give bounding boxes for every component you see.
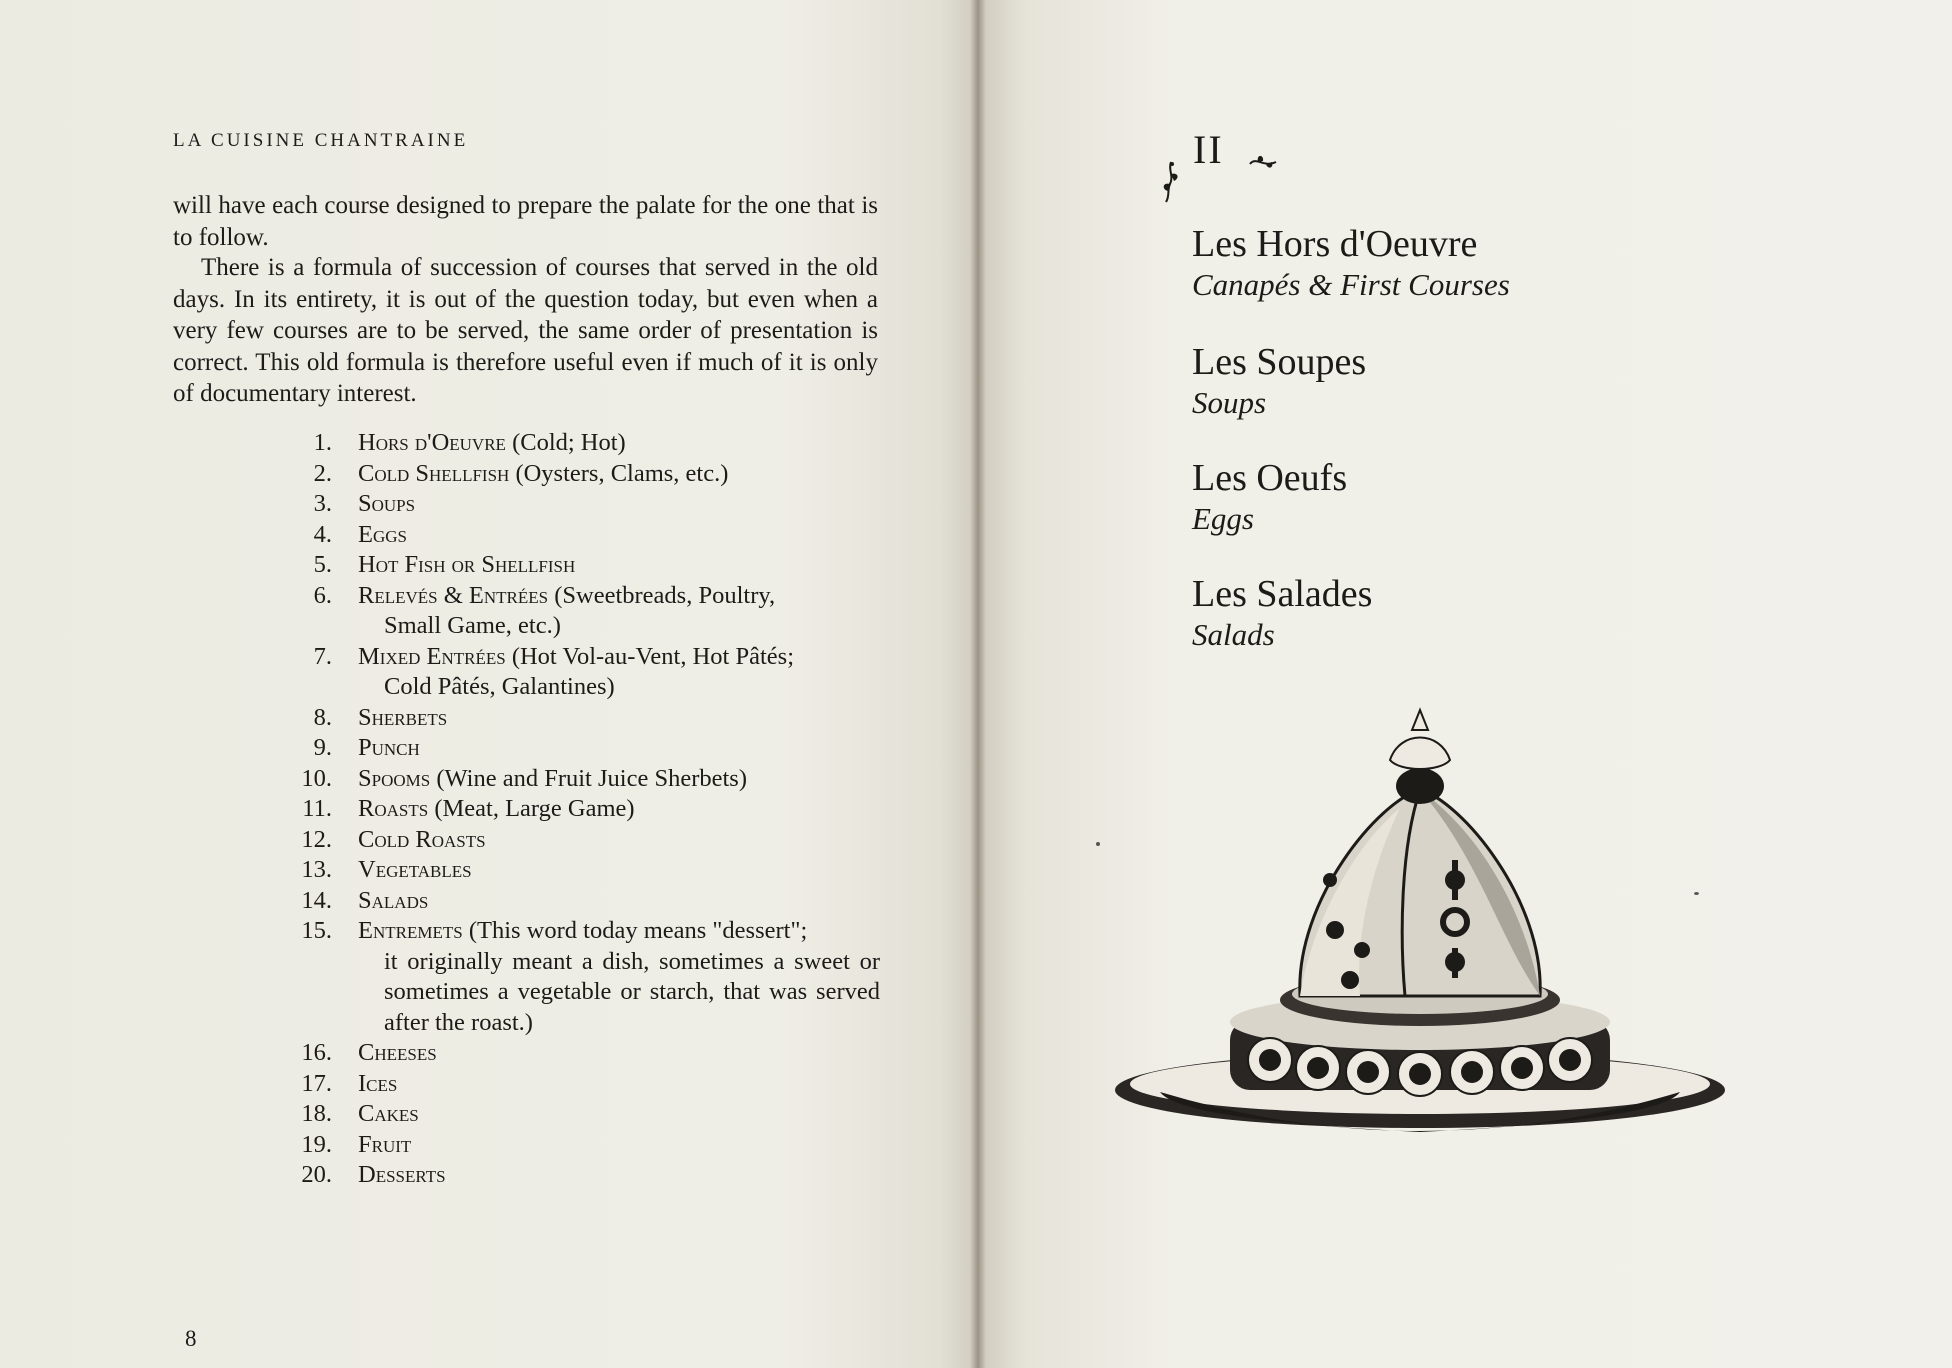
course-item xyxy=(280,794,880,825)
section-salades xyxy=(1192,572,1372,654)
course-name: Mixed Entrées xyxy=(358,642,506,670)
course-number: 13. xyxy=(301,856,332,883)
course-item xyxy=(280,642,880,703)
course-name: Sherbets xyxy=(358,703,448,731)
course-text xyxy=(358,581,880,612)
page-number: 8 xyxy=(185,1326,197,1351)
course-name: Roasts xyxy=(358,795,429,822)
course-detail-continued: it originally meant a dish, sometimes a sweet or sometimes a vegetable or starch, that was served after the roast.) xyxy=(384,947,880,1036)
course-text xyxy=(358,1130,880,1161)
course-item xyxy=(280,916,880,1038)
course-item xyxy=(280,825,880,856)
vine-ornament-icon xyxy=(1248,150,1278,172)
course-detail: (Oysters, Clams, etc.) xyxy=(509,459,729,487)
intro-paragraph-2 xyxy=(173,252,878,410)
course-text xyxy=(358,489,880,520)
course-detail: (Hot Vol-au-Vent, Hot Pâtés; xyxy=(505,642,795,670)
course-item xyxy=(280,764,880,795)
course-name: Soups xyxy=(358,490,416,517)
course-number: 19. xyxy=(301,1130,332,1158)
course-number: 9. xyxy=(313,734,332,761)
course-number: 3. xyxy=(313,490,332,517)
course-number: 7. xyxy=(313,642,332,670)
section-title-english: Soups xyxy=(1192,385,1267,420)
course-detail: (Meat, Large Game) xyxy=(428,795,635,822)
course-text xyxy=(358,550,880,581)
course-number: 12. xyxy=(301,825,332,853)
book-gutter xyxy=(970,0,986,1368)
course-number: 14. xyxy=(301,886,332,914)
running-head: LA CUISINE CHANTRAINE xyxy=(173,130,469,151)
course-name: Hors d'Oeuvre xyxy=(358,429,506,456)
course-detail: (Cold; Hot) xyxy=(505,429,626,456)
course-text xyxy=(358,1099,880,1130)
course-item xyxy=(280,703,880,734)
course-item xyxy=(280,1038,880,1069)
course-item xyxy=(280,886,880,917)
course-text xyxy=(358,520,880,551)
right-page xyxy=(978,0,1952,1368)
course-item xyxy=(280,1099,880,1130)
course-text xyxy=(358,642,880,673)
section-title-english: Eggs xyxy=(1192,501,1254,536)
course-name: Entremets xyxy=(358,917,463,944)
course-number: 1. xyxy=(313,429,332,456)
course-text xyxy=(358,764,880,795)
course-item xyxy=(280,520,880,551)
course-detail: (Sweetbreads, Poultry, xyxy=(548,581,776,609)
course-text xyxy=(358,825,880,856)
course-name: Ices xyxy=(358,1069,398,1097)
course-text xyxy=(358,1160,880,1191)
course-text xyxy=(358,794,880,825)
course-detail-continued: Small Game, etc.) xyxy=(384,612,561,639)
course-item xyxy=(280,428,880,459)
intro-paragraph-1: will have each course designed to prepare the palate for the one that is to follow. xyxy=(173,192,878,251)
decorated-aspic-on-platter-icon xyxy=(1100,700,1740,1160)
course-text xyxy=(358,1038,880,1069)
course-text xyxy=(358,733,880,764)
course-text xyxy=(358,886,880,917)
course-item xyxy=(280,855,880,886)
course-item xyxy=(280,1069,880,1100)
course-text xyxy=(358,459,880,490)
section-title-english: Salads xyxy=(1192,617,1275,652)
course-name: Cold Roasts xyxy=(358,825,486,853)
course-detail: (Wine and Fruit Juice Sherbets) xyxy=(430,764,747,792)
intro-paragraph-2-text: There is a formula of succession of courses that served in the old days. In its entirety, it is out of the question today, but even when a very few courses are to be served, the same order of presentation is correct. This old formula is therefore useful even if much of it is only of documentary interest. xyxy=(173,254,878,407)
course-number: 8. xyxy=(313,703,332,731)
course-item xyxy=(280,1160,880,1191)
course-number: 18. xyxy=(301,1100,332,1127)
course-number: 16. xyxy=(301,1039,332,1066)
course-name: Hot Fish or Shellfish xyxy=(358,551,576,578)
course-name: Eggs xyxy=(358,520,407,548)
course-text xyxy=(358,855,880,886)
leaf-ornament-icon xyxy=(1158,160,1184,204)
course-text xyxy=(358,703,880,734)
section-title-french: Les Salades xyxy=(1192,573,1373,615)
course-text xyxy=(358,916,880,947)
course-number: 5. xyxy=(313,551,332,578)
course-text xyxy=(358,428,880,459)
course-item xyxy=(280,489,880,520)
chapter-number: II xyxy=(1193,127,1224,172)
course-number: 4. xyxy=(313,520,332,548)
course-number: 20. xyxy=(301,1161,332,1188)
section-title-english: Canapés & First Courses xyxy=(1192,267,1510,302)
course-item xyxy=(280,550,880,581)
course-item xyxy=(280,459,880,490)
course-number: 15. xyxy=(301,917,332,944)
course-name: Punch xyxy=(358,734,420,761)
course-name: Spooms xyxy=(358,764,431,792)
course-detail: (This word today means "dessert"; xyxy=(462,917,808,944)
course-name: Fruit xyxy=(358,1130,412,1158)
course-text xyxy=(358,1069,880,1100)
course-name: Cheeses xyxy=(358,1039,437,1066)
course-number: 2. xyxy=(313,459,332,487)
course-name: Relevés & Entrées xyxy=(358,581,549,609)
section-soupes xyxy=(1192,340,1366,422)
course-name: Cold Shellfish xyxy=(358,459,510,487)
course-detail-continued: Cold Pâtés, Galantines) xyxy=(384,673,615,700)
course-number: 17. xyxy=(301,1069,332,1097)
section-hors-doeuvre xyxy=(1192,222,1510,304)
section-title-french: Les Oeufs xyxy=(1192,457,1348,499)
course-item xyxy=(280,733,880,764)
course-name: Cakes xyxy=(358,1100,419,1127)
course-succession-list xyxy=(280,428,880,1191)
course-number: 6. xyxy=(313,581,332,609)
section-oeufs xyxy=(1192,456,1347,538)
course-name: Desserts xyxy=(358,1161,446,1188)
section-title-french: Les Hors d'Oeuvre xyxy=(1192,223,1478,265)
course-name: Vegetables xyxy=(358,856,472,883)
course-number: 11. xyxy=(302,795,332,822)
course-item xyxy=(280,1130,880,1161)
section-title-french: Les Soupes xyxy=(1192,341,1367,383)
course-number: 10. xyxy=(301,764,332,792)
course-item xyxy=(280,581,880,642)
course-name: Salads xyxy=(358,886,429,914)
